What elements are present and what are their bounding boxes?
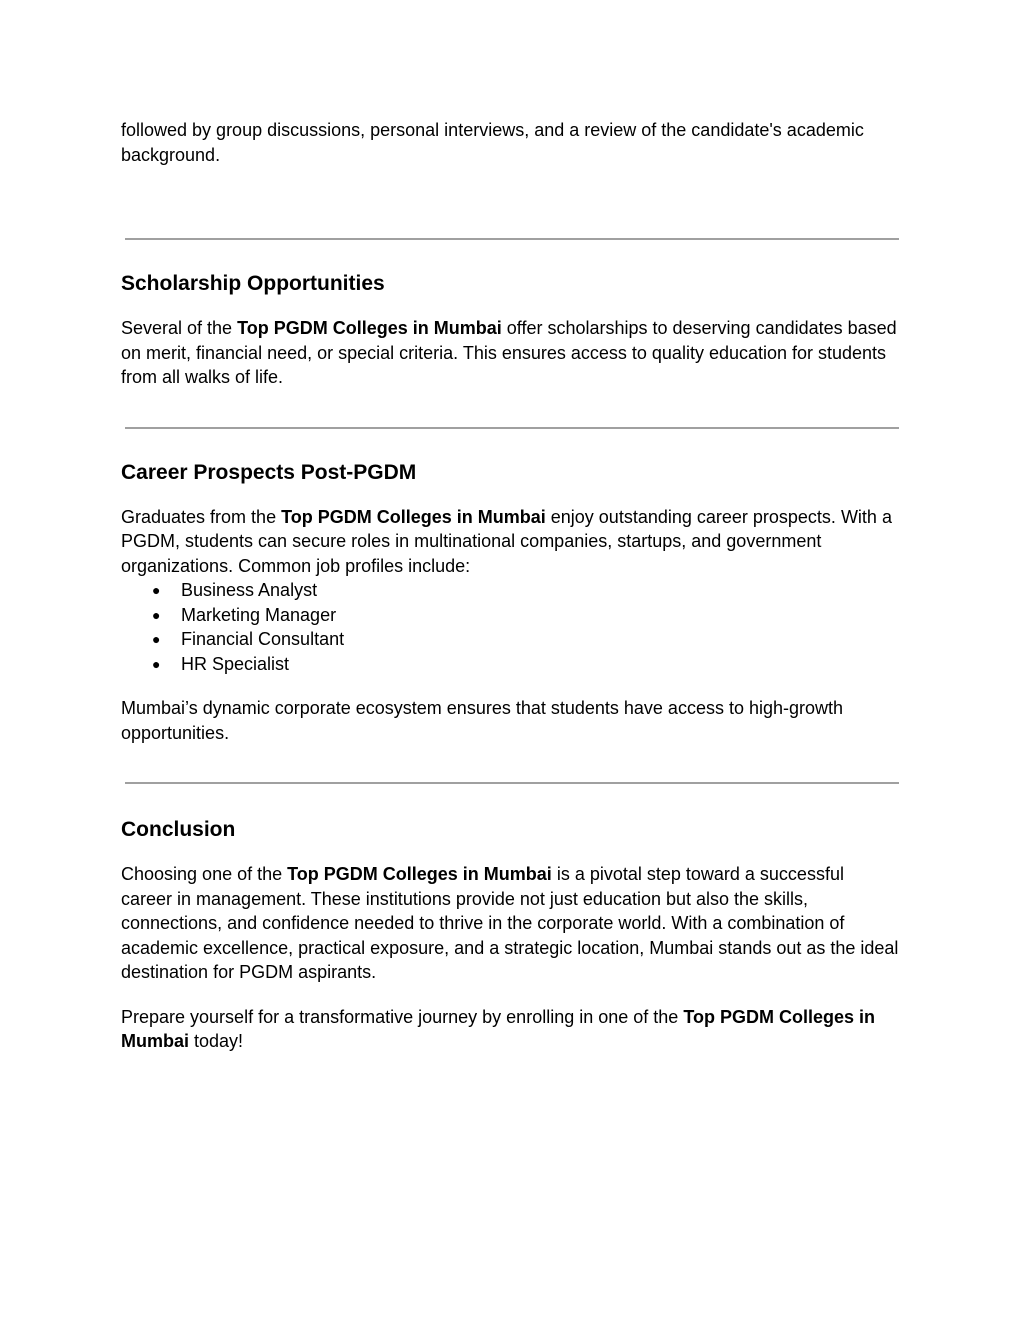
- career-heading: Career Prospects Post-PGDM: [121, 460, 417, 484]
- conclusion-call-to-action: Prepare yourself for a transformative journey by enrolling in one of the Top PGDM Colleges in Mumbai today!: [121, 1006, 875, 1051]
- scholarship-paragraph: Several of the Top PGDM Colleges in Mumbai offer scholarships to deserving candidates based on merit, financial need, or special criteria. This ensures access to quality education for students from all walks of life.: [121, 318, 897, 387]
- bullet-icon: ●: [152, 582, 161, 598]
- list-item: ● Marketing Manager: [121, 603, 899, 628]
- document-page: [121, 118, 899, 1054]
- job-profiles-list: [121, 578, 899, 676]
- intro-paragraph: followed by group discussions, personal interviews, and a review of the candidate's academic background.: [121, 120, 864, 165]
- bullet-icon: ●: [152, 606, 161, 623]
- bullet-icon: ●: [152, 631, 161, 647]
- list-item: ● HR Specialist: [121, 652, 899, 677]
- scholarship-heading: Scholarship Opportunities: [121, 272, 385, 295]
- bold-keyword: Top PGDM Colleges in Mumbai: [287, 864, 552, 884]
- conclusion-heading: Conclusion: [121, 818, 236, 841]
- conclusion-paragraph: Choosing one of the Top PGDM Colleges in Mumbai is a pivotal step toward a successful career in management. These institutions provide not just education but also the skills, connections, and confidence needed to thrive in the corporate world. With a combination of academic excellence, practical exposure, and a strategic location, Mumbai stands out as the ideal destination for PGDM aspirants.: [121, 864, 899, 982]
- career-paragraph: Graduates from the Top PGDM Colleges in Mumbai enjoy outstanding career prospects. With a PGDM, students can secure roles in multinational companies, startups, and government organizations. Common job profiles include:: [121, 506, 892, 576]
- career-closing-paragraph: Mumbai’s dynamic corporate ecosystem ensures that students have access to high-growth opportunities.: [121, 698, 844, 743]
- list-item: ● Business Analyst: [121, 578, 899, 603]
- bold-keyword: Top PGDM Colleges in Mumbai: [281, 506, 546, 527]
- list-item: ● Financial Consultant: [121, 627, 899, 652]
- bold-keyword: Top PGDM Colleges in Mumbai: [237, 318, 502, 338]
- bold-keyword: Top PGDM Colleges in Mumbai: [121, 1006, 875, 1051]
- bullet-icon: ●: [152, 655, 161, 672]
